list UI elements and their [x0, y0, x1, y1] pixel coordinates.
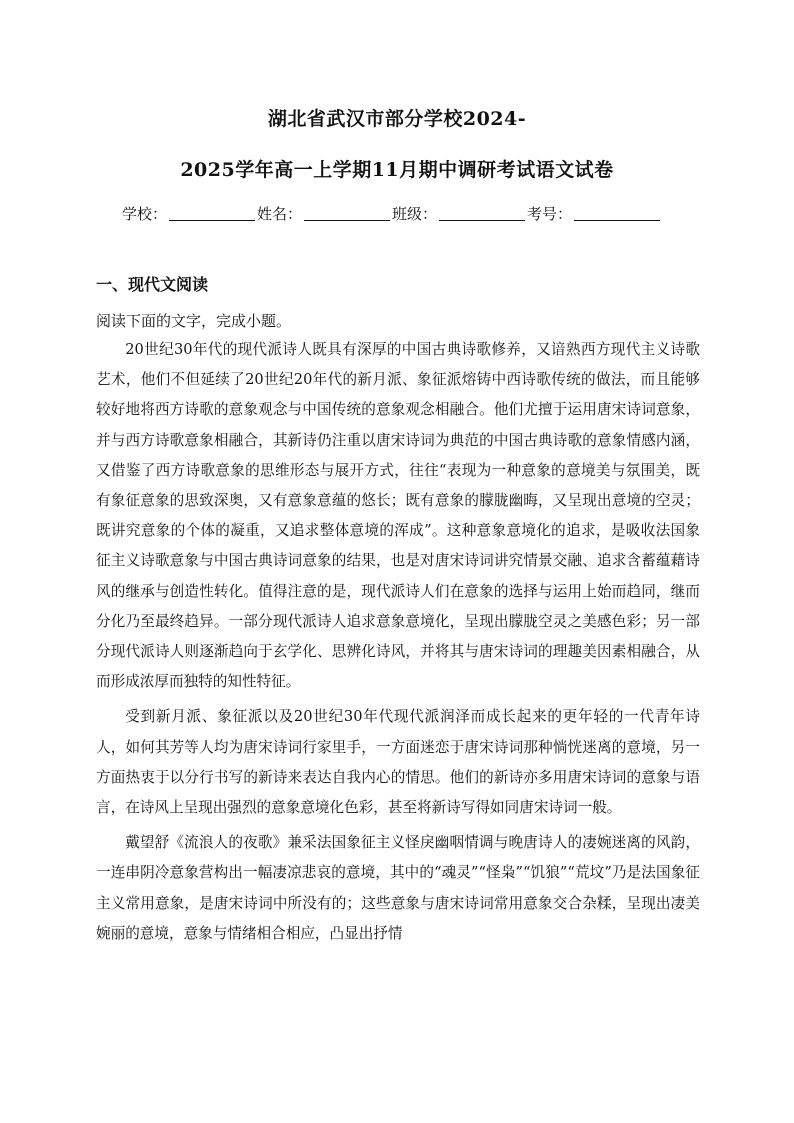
reading-passage: [96, 335, 700, 954]
exam-number-label: 考号：: [527, 205, 573, 223]
reading-instruction: 阅读下面的文字，完成小题。: [96, 312, 292, 330]
school-label: 学校：: [122, 205, 168, 223]
class-blank[interactable]: [439, 206, 525, 221]
passage-paragraph-2: 受到新月派、象征派以及20世纪30年代现代派润泽而成长起来的更年轻的一代青年诗人，如何其芳等人均为唐宋诗词行家里手，一方面迷恋于唐宋诗词那种惝恍迷离的意境，另一方面热衷于以分行书写的新诗来表达自我内心的情思。他们的新诗亦多用唐宋诗词的意象与语言，在诗风上呈现出强烈的意象意境化色彩，甚至将新诗写得如同唐宋诗词一般。: [96, 708, 700, 817]
class-label: 班级：: [392, 205, 438, 223]
document-title-line1: 湖北省武汉市部分学校2024-: [267, 108, 527, 130]
school-blank[interactable]: [169, 206, 255, 221]
passage-paragraph-3: 戴望舒《流浪人的夜歌》兼采法国象征主义怪戾幽咽情调与晚唐诗人的凄婉迷离的风韵，一连串阴冷意象营构出一幅凄凉悲哀的意境，其中的“魂灵”“怪枭”“饥狼”“荒坟”乃是法国象征主义常用意象，是唐宋诗词中所没有的；这些意象与唐宋诗词常用意象交合杂糅，呈现出凄美婉丽的意境，意象与情绪相合相应，凸显出抒情: [96, 834, 700, 942]
name-blank[interactable]: [304, 206, 390, 221]
document-title-line2: 2025学年高一上学期11月期中调研考试语文试卷: [180, 159, 614, 181]
passage-paragraph-1: 20世纪30年代的现代派诗人既具有深厚的中国古典诗歌修养，又谙熟西方现代主义诗歌艺术，他们不但延续了20世纪20年代的新月派、象征派熔铸中西诗歌传统的做法，而且能够较好地将西方诗歌的意象观念与中国传统的意象观念相融合。他们尤擅于运用唐宋诗词意象，并与西方诗歌意象相融合，其新诗仍注重以唐宋诗词为典范的中国古典诗歌的意象情感内涵，又借鉴了西方诗歌意象的思维形态与展开方式，往往“表现为一种意象的意境美与氛围美，既有象征意象的思致深奥，又有意象意蕴的悠长；既有意象的朦胧幽晦，又呈现出意境的空灵；既讲究意象的个体的凝重，又追求整体意境的浑成”。这种意象意境化的追求，是吸收法国象征主义诗歌意象与中国古典诗词意象的结果，也是对唐宋诗词讲究情景交融、追求含蓄蕴藉诗风的继承与创造性转化。值得注意的是，现代派诗人们在意象的选择与运用上始而趋同，继而分化乃至最终趋异。一部分现代派诗人追求意象意境化，呈现出朦胧空灵之美感色彩；另一部分现代派诗人则逐渐趋向于玄学化、思辨化诗风，并将其与唐宋诗词的理趣美因素相融合，从而形成浓厚而独特的知性特征。: [96, 341, 700, 691]
exam-number-blank[interactable]: [574, 206, 660, 221]
student-info-fields: [122, 203, 682, 224]
section-heading: 一、现代文阅读: [96, 275, 209, 294]
name-label: 姓名：: [257, 205, 303, 223]
